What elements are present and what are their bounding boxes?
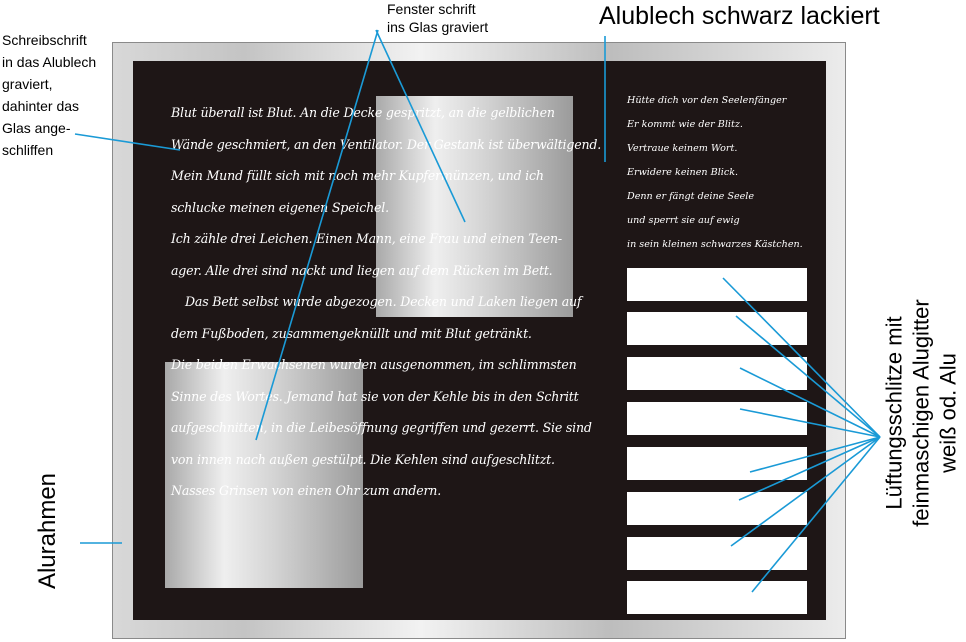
- label-vents: Lüftungsschlitze mit feinmaschigen Alugitter weiß od. Alu: [881, 299, 961, 527]
- engraved-line: Sinne des Wortes. Jemand hat sie von der Kehle bis in den Schritt: [171, 388, 579, 404]
- engraved-line: Wände geschmiert, an den Ventilator. Der Gestank ist überwältigend.: [171, 136, 602, 152]
- engraved-line: dem Fußboden, zusammengeknüllt und mit Blut getränkt.: [171, 325, 532, 341]
- engraved-line: Das Bett selbst wurde abgezogen. Decken und Laken liegen auf: [185, 294, 582, 309]
- engraved-line: Nasses Grinsen von einen Ohr zum andern.: [171, 483, 442, 498]
- poem-line: Vertraue keinem Wort.: [627, 143, 738, 154]
- label-vents-container: [876, 268, 966, 558]
- engraved-line: Die beiden Erwachsenen wurden ausgenommen, im schlimmsten: [171, 357, 577, 372]
- leader-vent-4: [740, 409, 880, 437]
- label-sheet: Alublech schwarz lackiert: [599, 2, 880, 30]
- poem-line: Denn er fängt deine Seele: [627, 191, 755, 202]
- engraved-line: Blut überall ist Blut. An die Decke gespritzt, an die gelblichen: [171, 105, 555, 120]
- leader-window-bottom: [256, 30, 378, 440]
- engraved-line: aufgeschnitten, in die Leibesöffnung gegriffen und gezerrt. Sie sind: [171, 420, 592, 435]
- engraved-line: schlucke meinen eigenen Speichel.: [171, 199, 389, 215]
- leader-vent-8: [752, 437, 880, 592]
- poem-line: in sein kleinen schwarzes Kästchen.: [627, 239, 803, 250]
- leader-vent-1: [723, 278, 880, 437]
- engraved-line: ager. Alle drei sind nackt und liegen auf dem Rücken im Bett.: [171, 262, 553, 278]
- leader-window-top: [376, 30, 465, 222]
- engraved-line: Ich zähle drei Leichen. Einen Mann, eine Frau und einen Teen-: [171, 231, 562, 246]
- label-frame: Alurahmen: [34, 472, 61, 589]
- engraved-line: von innen nach außen gestülpt. Die Kehlen sind aufgeschlitzt.: [171, 451, 555, 467]
- leader-vent-7: [731, 437, 880, 546]
- engraved-line: Mein Mund füllt sich mit noch mehr Kupfermünzen, und ich: [171, 168, 544, 183]
- label-window-text: Fenster schrift ins Glas graviert: [387, 1, 489, 35]
- poem-line: und sperrt sie auf ewig: [627, 215, 740, 226]
- poem-line: Er kommt wie der Blitz.: [627, 119, 743, 130]
- label-engraved-script: Schreibschrift in das Alublech graviert, dahinter das Glas ange- schliffen: [2, 32, 97, 158]
- poem-line: Erwidere keinen Blick.: [627, 167, 739, 178]
- poem-line: Hütte dich vor den Seelenfänger: [627, 95, 787, 106]
- label-frame-container: [28, 463, 68, 598]
